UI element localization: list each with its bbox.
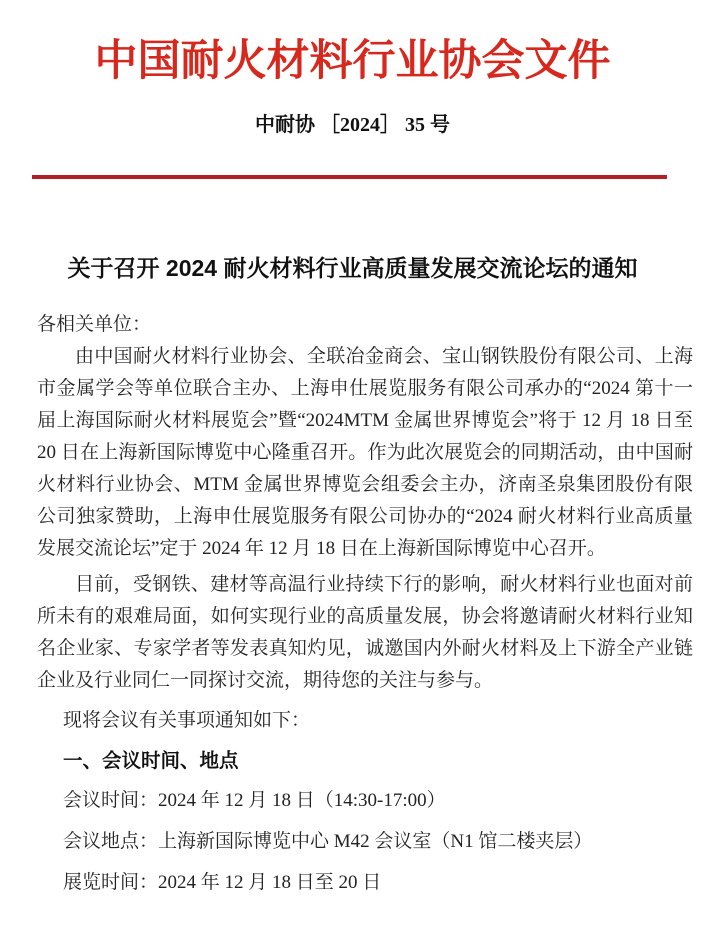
meeting-venue-line: 会议地点：上海新国际博览中心 M42 会议室（N1 馆二楼夹层）: [63, 831, 593, 852]
paragraph-forum-announcement: 由中国耐火材料行业协会、全联冶金商会、宝山钢铁股份有限公司、上海市金属学会等单位联合主办、上海申仕展览服务有限公司承办的“2024 第十一届上海国际耐火材料展览会”暨“2024MTM 金属世界博览会”将于 12 月 18 日至 20 日在上海新国际博览中心隆重召开。作为此次展览会的同期活动，由中国耐火材料行业协会、MTM 金属世界博览会组委会主办，济南圣泉集团股份有限公司独家赞助，上海申仕展览服务有限公司协办的“2024 耐火材料行业高质量发展交流论坛”定于 2024 年 12 月 18 日在上海新国际博览中心召开。: [37, 346, 693, 559]
red-divider-line: [32, 175, 667, 179]
salutation: 各相关单位：: [37, 314, 152, 335]
org-header-title: 中国耐火材料行业协会文件: [94, 38, 611, 85]
notice-lead: 现将会议有关事项通知如下：: [63, 710, 311, 731]
document-body: [37, 309, 693, 899]
notice-title: 关于召开 2024 耐火材料行业高质量发展交流论坛的通知: [67, 255, 638, 281]
doc-number: 中耐协 ［2024］ 35 号: [255, 114, 450, 136]
paragraph-industry-situation: 目前，受钢铁、建材等高温行业持续下行的影响，耐火材料行业也面对前所未有的艰难局面，如何实现行业的高质量发展，协会将邀请耐火材料行业知名企业家、专家学者等发表真知灼见，诚邀国内外耐火材料及上下游全产业链企业及行业同仁一同探讨交流，期待您的关注与参与。: [37, 574, 693, 691]
exhibition-time-line: 展览时间：2024 年 12 月 18 日至 20 日: [63, 872, 382, 893]
section-heading-time-place: 一、会议时间、地点: [63, 750, 239, 772]
meeting-time-line: 会议时间：2024 年 12 月 18 日（14:30-17:00）: [63, 790, 446, 811]
